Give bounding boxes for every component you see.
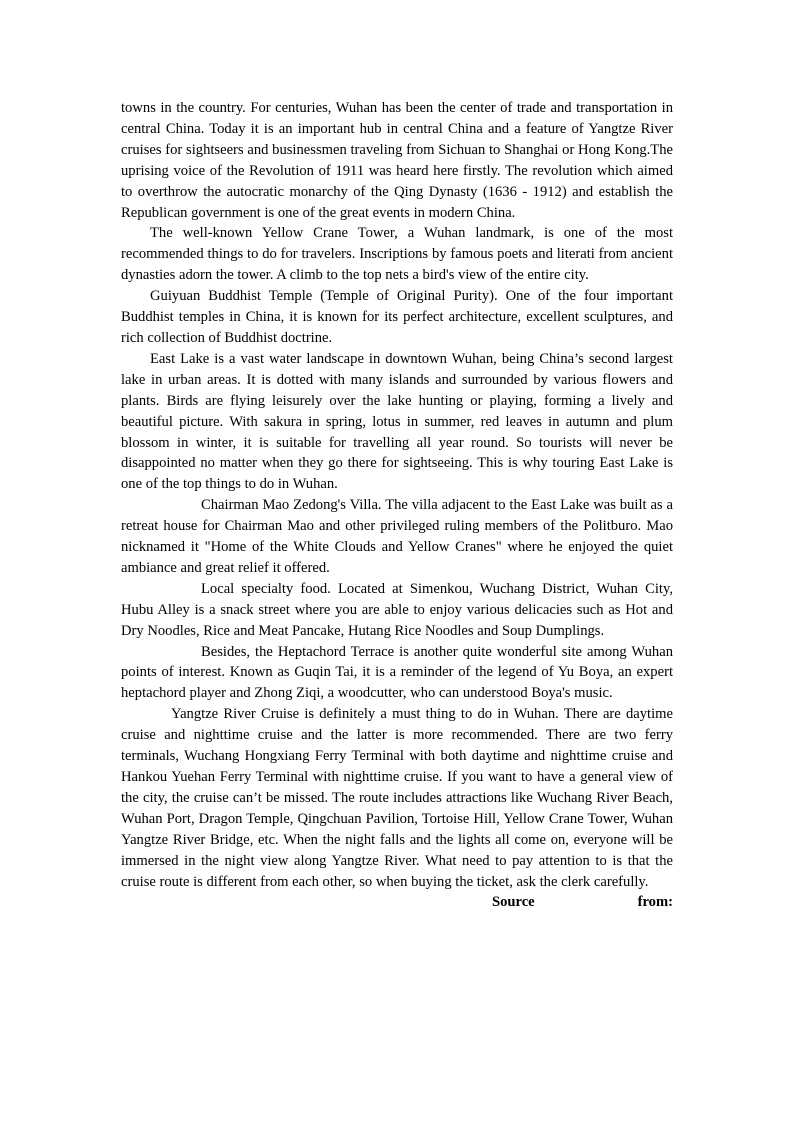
paragraph-wuhan-history: towns in the country. For centuries, Wuhan has been the center of trade and transportation in central China. Today it is an important hub in central China and a feature of Yangtze River cruises for sightseers and businessmen traveling from Sichuan to Shanghai or Hong Kong.The uprising voice of the Revolution of 1911 was heard here firstly. The revolution which aimed to overthrow the autocratic monarchy of the Qing Dynasty (1636 - 1912) and establish the Republican government is one of the great events in modern China. <box>121 100 673 221</box>
paragraph-east-lake: East Lake is a vast water landscape in downtown Wuhan, being China’s second largest lake in urban areas. It is dotted with many islands and surrounded by various flowers and plants. Birds are flying leisurely over the lake hunting or playing, forming a lively and beautiful picture. With sakura in spring, lotus in summer, red leaves in autumn and plum blossom in winter, it is suitable for travelling all year round. So tourists will never be disappointed no matter when they go there for sightseeing. This is why touring East Lake is one of the top things to do in Wuhan. <box>121 350 673 493</box>
paragraph-mao-villa: Chairman Mao Zedong's Villa. The villa adjacent to the East Lake was built as a retreat house for Chairman Mao and other privileged ruling members of the Politburo. Mao nicknamed it "Home of the White Clouds and Yellow Cranes" where he enjoyed the quiet ambiance and great relief it offered. <box>121 497 673 576</box>
source-line <box>121 892 673 913</box>
source-spacer <box>121 892 389 913</box>
source-label: Source <box>491 894 535 911</box>
document-page <box>121 98 673 913</box>
paragraph-yellow-crane-tower: The well-known Yellow Crane Tower, a Wuhan landmark, is one of the most recommended things to do for travelers. Inscriptions by famous poets and literati from ancient dynasties adorn the tower. A climb to the top nets a bird's view of the entire city. <box>121 225 673 284</box>
paragraph-heptachord-terrace: Besides, the Heptachord Terrace is another quite wonderful site among Wuhan points of interest. Known as Guqin Tai, it is a reminder of the legend of Yu Boya, an expert heptachord player and Zhong Ziqi, a woodcutter, who can understood Boya's music. <box>121 643 673 702</box>
paragraph-hubu-alley: Local specialty food. Located at Simenkou, Wuchang District, Wuhan City, Hubu Alley is a snack street where you are able to enjoy various delicacies such as Hot and Dry Noodles, Rice and Meat Pancake, Hutang Rice Noodles and Soup Dumplings. <box>121 580 673 639</box>
source-from-label: from: <box>637 894 673 911</box>
paragraph-yangtze-cruise: Yangtze River Cruise is definitely a must thing to do in Wuhan. There are daytime cruise and nighttime cruise and the latter is more recommended. There are two ferry terminals, Wuchang Hongxiang Ferry Terminal with both daytime and nighttime cruise and Hankou Yuehan Ferry Terminal with nighttime cruise. If you want to have a general view of the city, the cruise can’t be missed. The route includes attractions like Wuchang River Beach, Wuhan Port, Dragon Temple, Qingchuan Pavilion, Tortoise Hill, Yellow Crane Tower, Wuhan Yangtze River Bridge, etc. When the night falls and the lights all come on, everyone will be immersed in the night view along Yangtze River. What need to pay attention to is that the cruise route is different from each other, so when buying the ticket, ask the clerk carefully. <box>121 706 673 890</box>
paragraph-guiyuan-temple: Guiyuan Buddhist Temple (Temple of Original Purity). One of the four important Buddhist temples in China, it is known for its perfect architecture, excellent sculptures, and rich collection of Buddhist doctrine. <box>121 288 673 346</box>
